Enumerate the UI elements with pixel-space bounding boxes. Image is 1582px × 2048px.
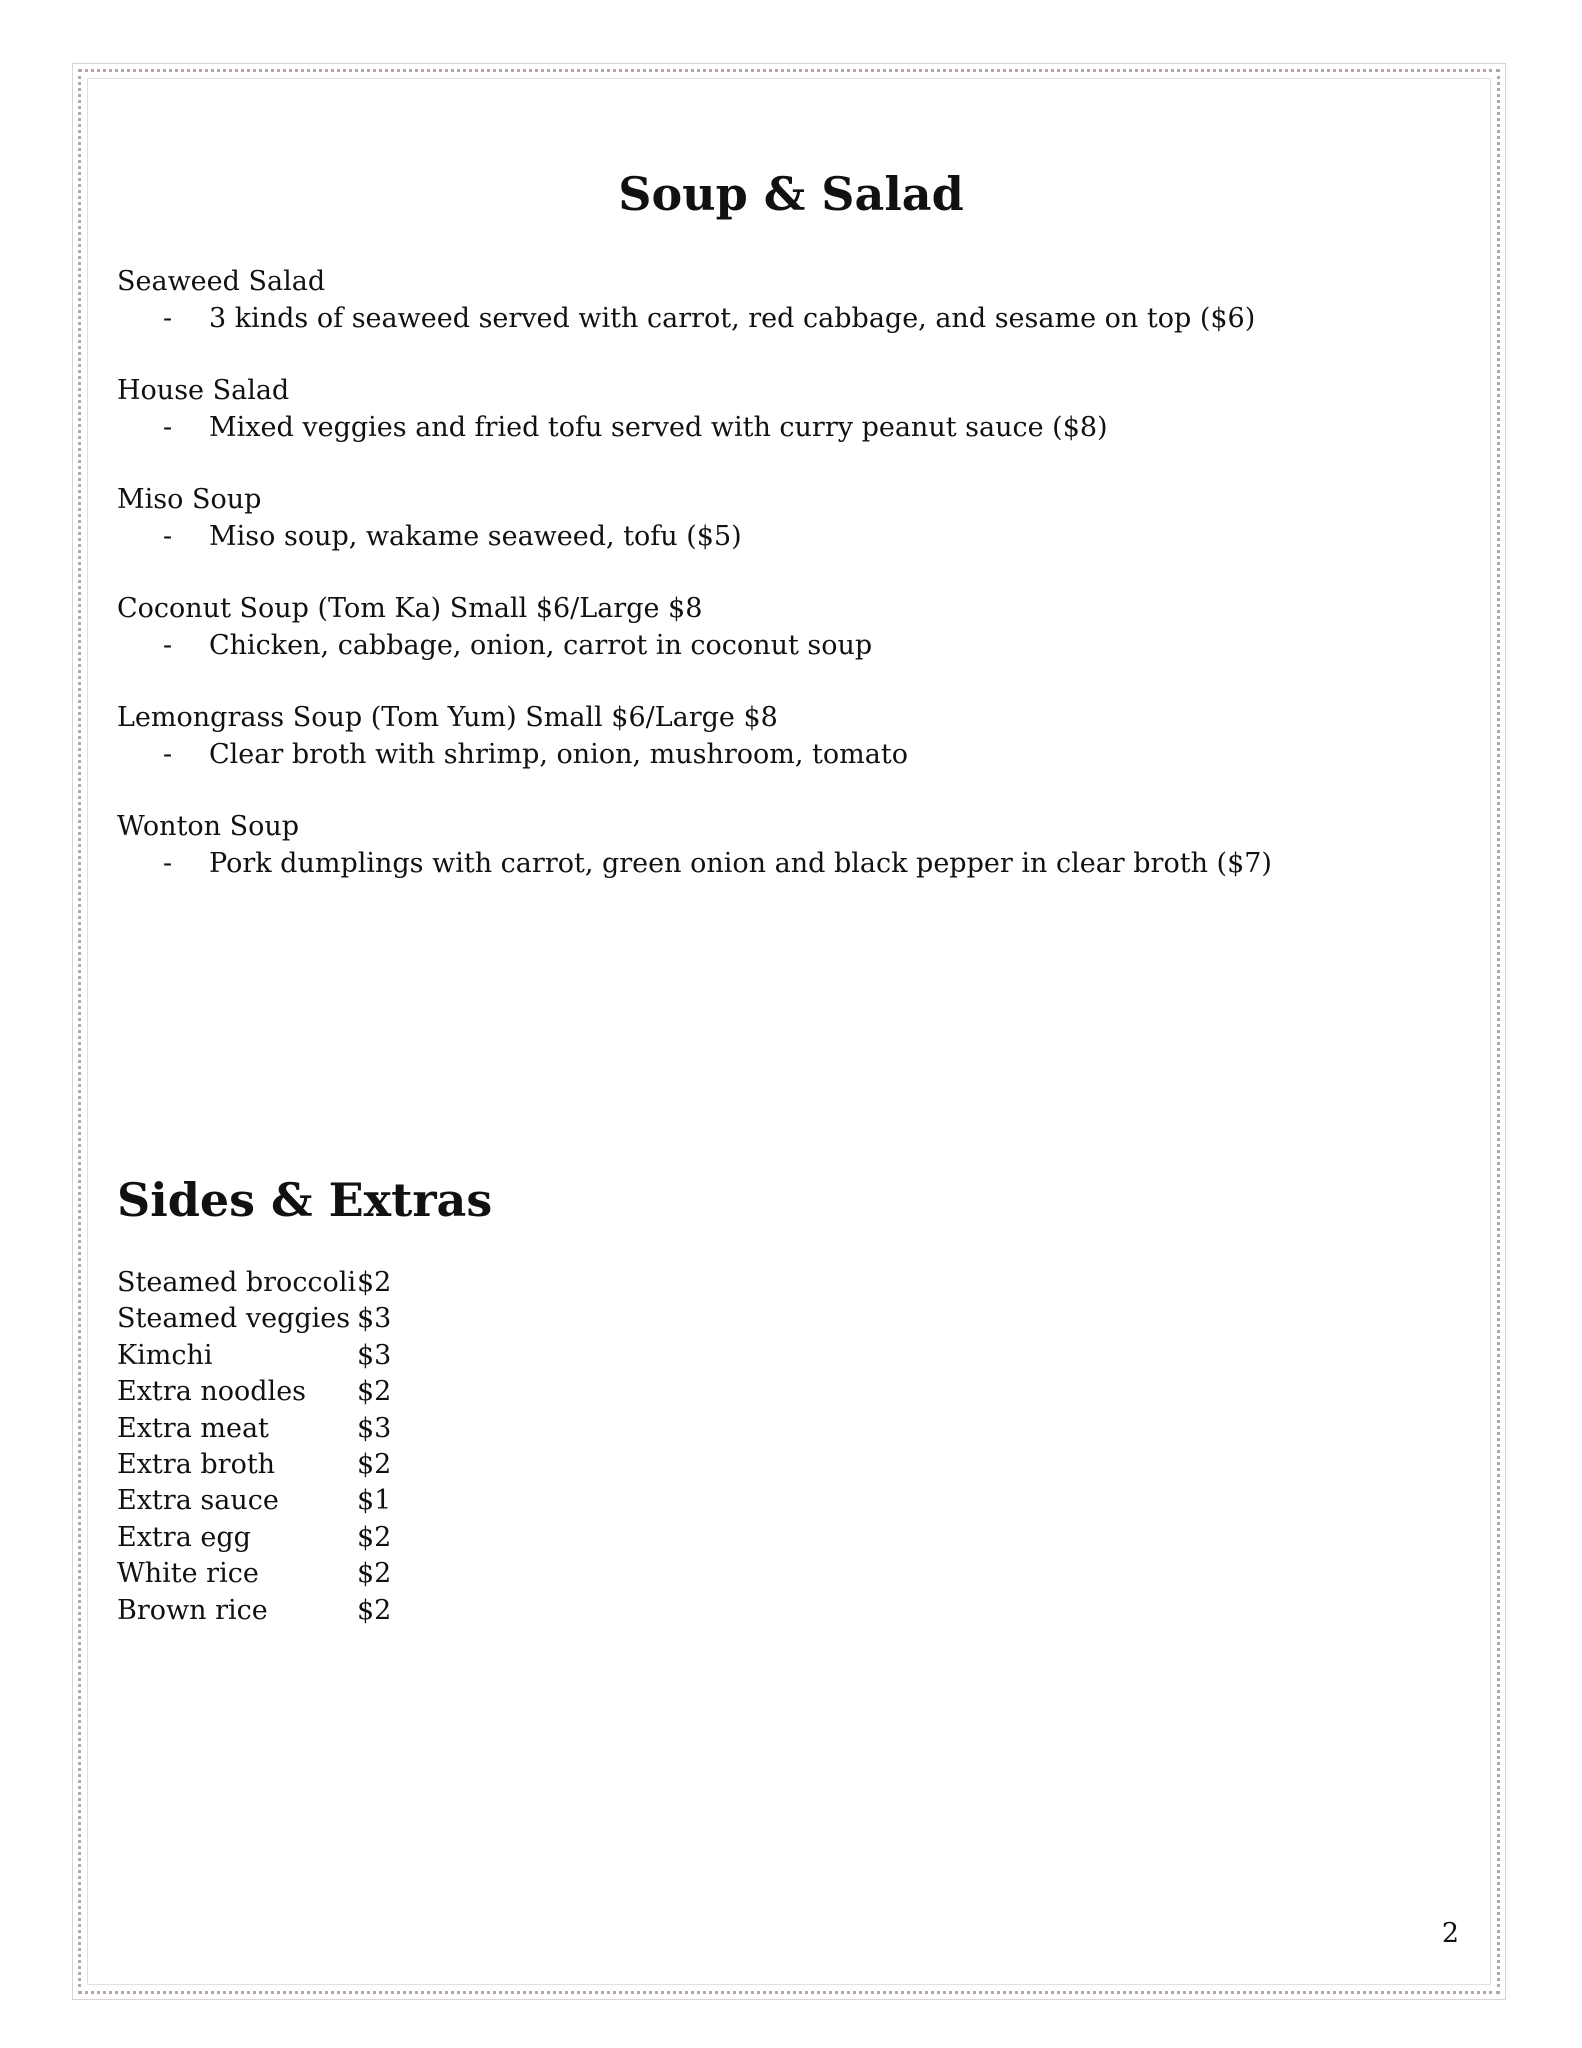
side-item-price: $2 [357, 1558, 392, 1590]
bullet-dash: - [163, 738, 173, 770]
side-item [117, 1374, 391, 1410]
side-item-price: $1 [357, 1485, 392, 1517]
side-item-name: Extra meat [117, 1412, 269, 1444]
menu-item-name: Lemongrass Soup (Tom Yum) Small $6/Large $8 [117, 702, 778, 733]
menu-item-name: Miso Soup [117, 484, 262, 515]
side-item-name: Brown rice [117, 1594, 268, 1626]
side-item-price: $2 [357, 1376, 392, 1408]
side-item [117, 1301, 391, 1337]
menu-item-name: House Salad [117, 375, 290, 406]
side-item-price: $3 [357, 1303, 392, 1335]
side-item-name: White rice [117, 1558, 259, 1590]
side-item [117, 1483, 391, 1519]
sides-extras-list [117, 1265, 391, 1629]
side-item [117, 1411, 391, 1447]
side-item [117, 1265, 391, 1301]
side-item-name: Extra sauce [117, 1485, 279, 1517]
side-item [117, 1593, 391, 1629]
menu-item-description: Clear broth with shrimp, onion, mushroom, tomato [209, 738, 908, 770]
side-item-name: Steamed veggies [117, 1303, 351, 1335]
menu-item-lemongrass-soup [117, 700, 1457, 773]
bullet-dash: - [163, 302, 173, 334]
side-item-name: Kimchi [117, 1339, 213, 1371]
menu-item-seaweed-salad [117, 264, 1457, 337]
menu-item-name: Wonton Soup [117, 811, 300, 842]
side-item-price: $2 [357, 1594, 392, 1626]
bullet-dash: - [163, 520, 173, 552]
side-item [117, 1447, 391, 1483]
bullet-dash: - [163, 629, 173, 661]
menu-item-name: Coconut Soup (Tom Ka) Small $6/Large $8 [117, 593, 703, 624]
side-item-name: Extra noodles [117, 1376, 307, 1408]
menu-item-description: Miso soup, wakame seaweed, tofu ($5) [209, 520, 742, 552]
page-number: 2 [1441, 1918, 1459, 1949]
soup-salad-heading: Soup & Salad [618, 167, 964, 221]
side-item-price: $3 [357, 1412, 392, 1444]
menu-item-wonton-soup [117, 809, 1457, 882]
menu-item-house-salad [117, 373, 1457, 446]
soup-salad-list [117, 264, 1457, 918]
menu-item-description: Pork dumplings with carrot, green onion and black pepper in clear broth ($7) [209, 847, 1272, 879]
side-item-price: $2 [357, 1267, 392, 1298]
menu-item-coconut-soup [117, 591, 1457, 664]
menu-item-description: Chicken, cabbage, onion, carrot in coconut soup [209, 629, 873, 661]
side-item-price: $2 [357, 1521, 392, 1553]
side-item-price: $3 [357, 1339, 392, 1371]
side-item-name: Extra broth [117, 1449, 276, 1481]
side-item [117, 1520, 391, 1556]
menu-item-description: Mixed veggies and fried tofu served with curry peanut sauce ($8) [209, 411, 1108, 443]
menu-item-description: 3 kinds of seaweed served with carrot, red cabbage, and sesame on top ($6) [209, 302, 1256, 334]
side-item [117, 1556, 391, 1592]
bullet-dash: - [163, 847, 173, 879]
bullet-dash: - [163, 411, 173, 443]
sides-extras-heading: Sides & Extras [117, 1173, 493, 1227]
side-item-name: Steamed broccoli [117, 1267, 357, 1298]
side-item [117, 1338, 391, 1374]
side-item-price: $2 [357, 1449, 392, 1481]
menu-item-miso-soup [117, 482, 1457, 555]
menu-item-name: Seaweed Salad [117, 266, 326, 297]
side-item-name: Extra egg [117, 1521, 251, 1553]
